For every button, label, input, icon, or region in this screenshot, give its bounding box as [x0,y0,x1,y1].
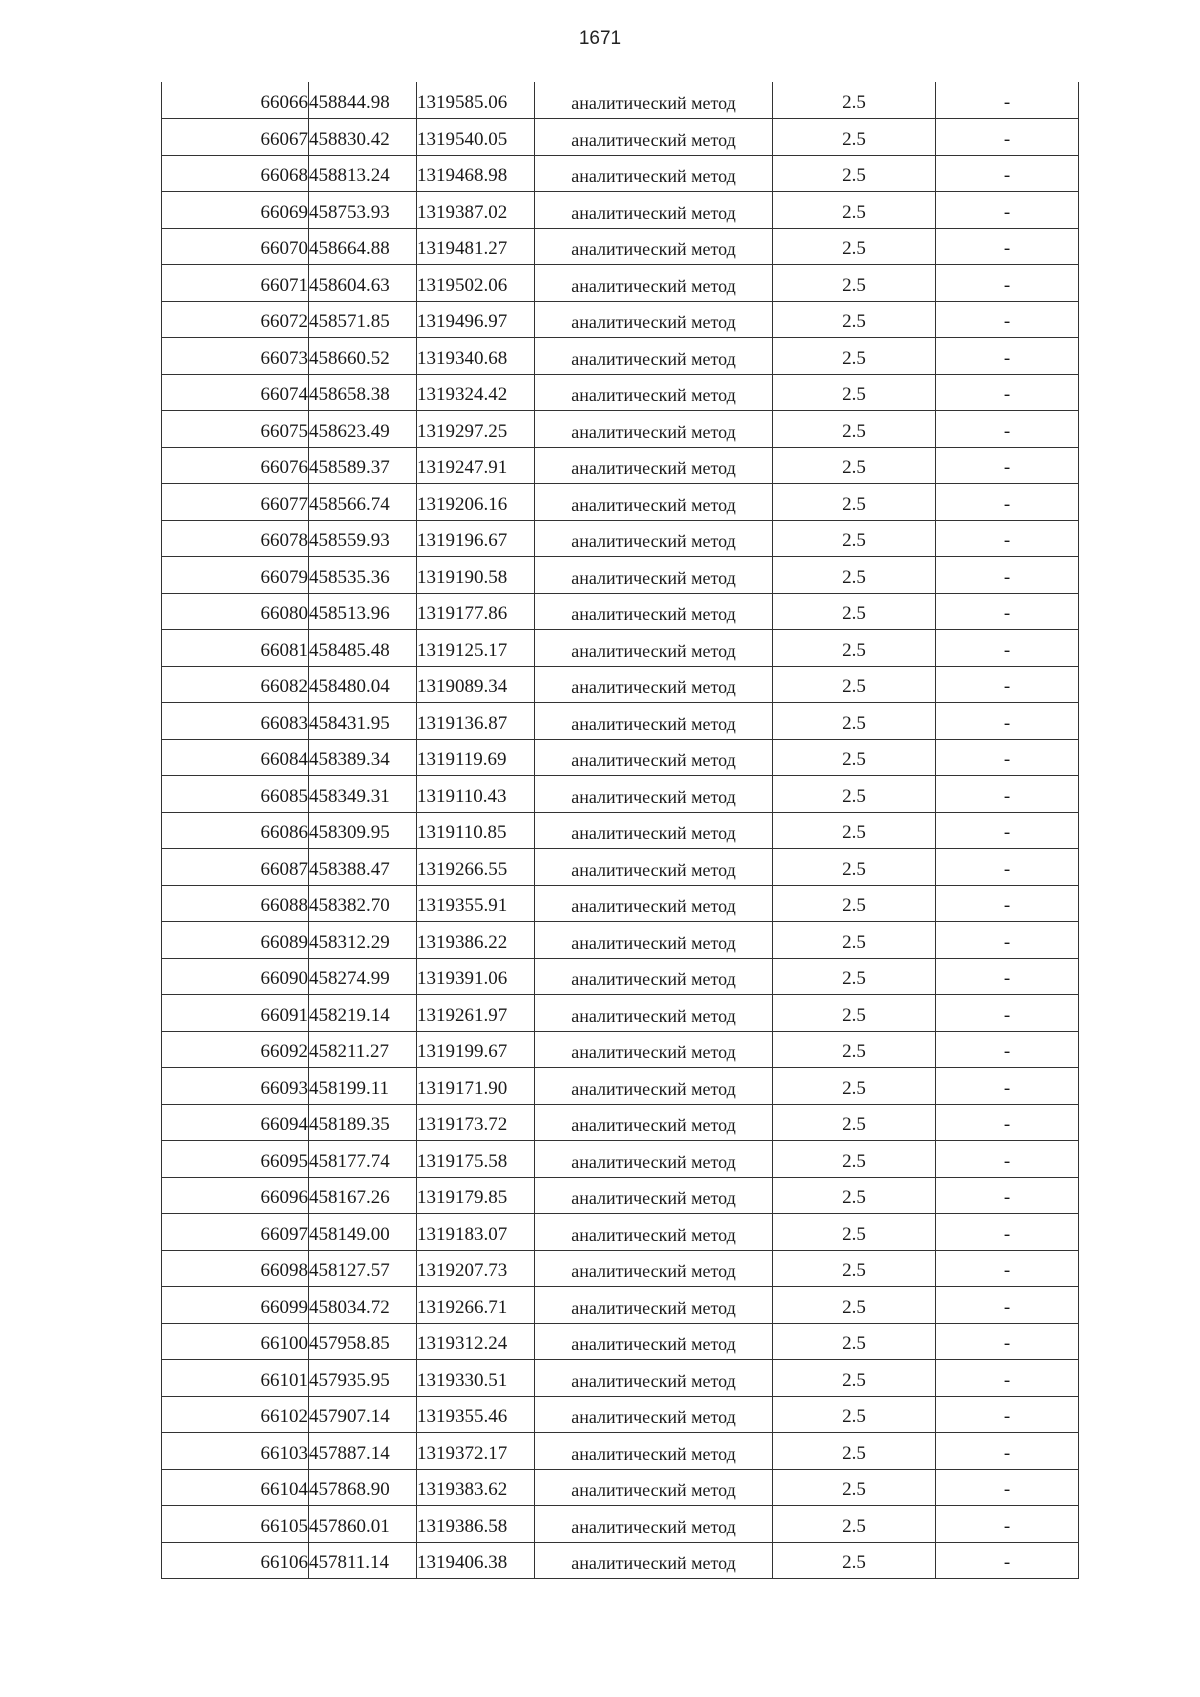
note-cell: - [936,922,1079,959]
table-row [162,1214,1079,1251]
x-coordinate-cell: 458480.04 [309,666,417,703]
x-coordinate-cell: 458830.42 [309,119,417,156]
method-cell: аналитический метод [535,1177,773,1214]
table-row [162,812,1079,849]
method-cell: аналитический метод [535,119,773,156]
accuracy-cell: 2.5 [773,1141,936,1178]
method-cell: аналитический метод [535,666,773,703]
method-cell: аналитический метод [535,1469,773,1506]
y-coordinate-cell: 1319324.42 [417,374,535,411]
point-number-cell: 66078 [162,520,309,557]
x-coordinate-cell: 458753.93 [309,192,417,229]
note-cell: - [936,1177,1079,1214]
y-coordinate-cell: 1319207.73 [417,1250,535,1287]
table-row [162,155,1079,192]
method-cell: аналитический метод [535,411,773,448]
method-cell: аналитический метод [535,812,773,849]
accuracy-cell: 2.5 [773,1433,936,1470]
accuracy-cell: 2.5 [773,520,936,557]
x-coordinate-cell: 458211.27 [309,1031,417,1068]
table-row [162,228,1079,265]
method-cell: аналитический метод [535,1396,773,1433]
accuracy-cell: 2.5 [773,1250,936,1287]
table-row [162,922,1079,959]
x-coordinate-cell: 458199.11 [309,1068,417,1105]
point-number-cell: 66096 [162,1177,309,1214]
accuracy-cell: 2.5 [773,666,936,703]
table-row [162,1031,1079,1068]
table-row [162,1141,1079,1178]
x-coordinate-cell: 458658.38 [309,374,417,411]
point-number-cell: 66077 [162,484,309,521]
y-coordinate-cell: 1319386.58 [417,1506,535,1543]
note-cell: - [936,301,1079,338]
note-cell: - [936,520,1079,557]
note-cell: - [936,1214,1079,1251]
y-coordinate-cell: 1319312.24 [417,1323,535,1360]
method-cell: аналитический метод [535,1433,773,1470]
y-coordinate-cell: 1319387.02 [417,192,535,229]
y-coordinate-cell: 1319110.43 [417,776,535,813]
y-coordinate-cell: 1319125.17 [417,630,535,667]
x-coordinate-cell: 458566.74 [309,484,417,521]
y-coordinate-cell: 1319119.69 [417,739,535,776]
accuracy-cell: 2.5 [773,1469,936,1506]
note-cell: - [936,1250,1079,1287]
y-coordinate-cell: 1319355.46 [417,1396,535,1433]
note-cell: - [936,192,1079,229]
x-coordinate-cell: 457860.01 [309,1506,417,1543]
x-coordinate-cell: 458388.47 [309,849,417,886]
point-number-cell: 66085 [162,776,309,813]
x-coordinate-cell: 458382.70 [309,885,417,922]
point-number-cell: 66079 [162,557,309,594]
accuracy-cell: 2.5 [773,849,936,886]
table-row [162,301,1079,338]
x-coordinate-cell: 458389.34 [309,739,417,776]
table-row [162,1396,1079,1433]
accuracy-cell: 2.5 [773,338,936,375]
x-coordinate-cell: 458431.95 [309,703,417,740]
note-cell: - [936,739,1079,776]
accuracy-cell: 2.5 [773,228,936,265]
method-cell: аналитический метод [535,82,773,119]
point-number-cell: 66069 [162,192,309,229]
note-cell: - [936,119,1079,156]
accuracy-cell: 2.5 [773,1068,936,1105]
x-coordinate-cell: 458559.93 [309,520,417,557]
table-row [162,82,1079,119]
y-coordinate-cell: 1319110.85 [417,812,535,849]
method-cell: аналитический метод [535,1506,773,1543]
point-number-cell: 66075 [162,411,309,448]
note-cell: - [936,1360,1079,1397]
point-number-cell: 66082 [162,666,309,703]
table-row [162,776,1079,813]
method-cell: аналитический метод [535,1068,773,1105]
point-number-cell: 66090 [162,958,309,995]
y-coordinate-cell: 1319190.58 [417,557,535,594]
page-number: 1671 [578,28,622,49]
accuracy-cell: 2.5 [773,593,936,630]
method-cell: аналитический метод [535,155,773,192]
note-cell: - [936,1323,1079,1360]
table-row [162,119,1079,156]
accuracy-cell: 2.5 [773,1506,936,1543]
note-cell: - [936,593,1079,630]
y-coordinate-cell: 1319175.58 [417,1141,535,1178]
x-coordinate-cell: 457907.14 [309,1396,417,1433]
note-cell: - [936,630,1079,667]
y-coordinate-cell: 1319199.67 [417,1031,535,1068]
point-number-cell: 66105 [162,1506,309,1543]
x-coordinate-cell: 458660.52 [309,338,417,375]
y-coordinate-cell: 1319297.25 [417,411,535,448]
point-number-cell: 66068 [162,155,309,192]
point-number-cell: 66106 [162,1542,309,1579]
y-coordinate-cell: 1319502.06 [417,265,535,302]
accuracy-cell: 2.5 [773,301,936,338]
point-number-cell: 66093 [162,1068,309,1105]
table-row [162,995,1079,1032]
note-cell: - [936,1469,1079,1506]
method-cell: аналитический метод [535,374,773,411]
table-row [162,1542,1079,1579]
table-row [162,849,1079,886]
x-coordinate-cell: 458189.35 [309,1104,417,1141]
point-number-cell: 66091 [162,995,309,1032]
note-cell: - [936,885,1079,922]
note-cell: - [936,1506,1079,1543]
accuracy-cell: 2.5 [773,265,936,302]
accuracy-cell: 2.5 [773,447,936,484]
point-number-cell: 66098 [162,1250,309,1287]
note-cell: - [936,374,1079,411]
method-cell: аналитический метод [535,1141,773,1178]
method-cell: аналитический метод [535,776,773,813]
table-row [162,1433,1079,1470]
note-cell: - [936,849,1079,886]
table-row [162,265,1079,302]
point-number-cell: 66088 [162,885,309,922]
point-number-cell: 66099 [162,1287,309,1324]
note-cell: - [936,958,1079,995]
method-cell: аналитический метод [535,1323,773,1360]
note-cell: - [936,1396,1079,1433]
table-row [162,520,1079,557]
note-cell: - [936,557,1079,594]
accuracy-cell: 2.5 [773,776,936,813]
point-number-cell: 66083 [162,703,309,740]
table-row [162,338,1079,375]
x-coordinate-cell: 457811.14 [309,1542,417,1579]
accuracy-cell: 2.5 [773,411,936,448]
note-cell: - [936,812,1079,849]
accuracy-cell: 2.5 [773,1031,936,1068]
method-cell: аналитический метод [535,995,773,1032]
x-coordinate-cell: 458813.24 [309,155,417,192]
table-row [162,447,1079,484]
y-coordinate-cell: 1319196.67 [417,520,535,557]
accuracy-cell: 2.5 [773,1287,936,1324]
point-number-cell: 66086 [162,812,309,849]
method-cell: аналитический метод [535,885,773,922]
table-row [162,1104,1079,1141]
table-row [162,666,1079,703]
x-coordinate-cell: 458623.49 [309,411,417,448]
accuracy-cell: 2.5 [773,1396,936,1433]
accuracy-cell: 2.5 [773,739,936,776]
note-cell: - [936,447,1079,484]
point-number-cell: 66102 [162,1396,309,1433]
method-cell: аналитический метод [535,849,773,886]
method-cell: аналитический метод [535,484,773,521]
table-row [162,1360,1079,1397]
y-coordinate-cell: 1319383.62 [417,1469,535,1506]
table-row [162,885,1079,922]
accuracy-cell: 2.5 [773,1177,936,1214]
table-row [162,1068,1079,1105]
method-cell: аналитический метод [535,1287,773,1324]
method-cell: аналитический метод [535,739,773,776]
y-coordinate-cell: 1319386.22 [417,922,535,959]
method-cell: аналитический метод [535,922,773,959]
y-coordinate-cell: 1319330.51 [417,1360,535,1397]
point-number-cell: 66100 [162,1323,309,1360]
table-row [162,1287,1079,1324]
note-cell: - [936,1031,1079,1068]
note-cell: - [936,666,1079,703]
note-cell: - [936,1104,1079,1141]
y-coordinate-cell: 1319206.16 [417,484,535,521]
x-coordinate-cell: 457868.90 [309,1469,417,1506]
point-number-cell: 66071 [162,265,309,302]
y-coordinate-cell: 1319183.07 [417,1214,535,1251]
point-number-cell: 66073 [162,338,309,375]
method-cell: аналитический метод [535,338,773,375]
x-coordinate-cell: 458589.37 [309,447,417,484]
y-coordinate-cell: 1319171.90 [417,1068,535,1105]
y-coordinate-cell: 1319266.71 [417,1287,535,1324]
note-cell: - [936,1068,1079,1105]
method-cell: аналитический метод [535,630,773,667]
note-cell: - [936,265,1079,302]
note-cell: - [936,1433,1079,1470]
table-row [162,703,1079,740]
accuracy-cell: 2.5 [773,630,936,667]
table-row [162,1177,1079,1214]
note-cell: - [936,228,1079,265]
x-coordinate-cell: 457887.14 [309,1433,417,1470]
y-coordinate-cell: 1319173.72 [417,1104,535,1141]
note-cell: - [936,1542,1079,1579]
accuracy-cell: 2.5 [773,1323,936,1360]
y-coordinate-cell: 1319406.38 [417,1542,535,1579]
accuracy-cell: 2.5 [773,82,936,119]
point-number-cell: 66076 [162,447,309,484]
table-row [162,739,1079,776]
x-coordinate-cell: 458309.95 [309,812,417,849]
x-coordinate-cell: 458167.26 [309,1177,417,1214]
table-row [162,1506,1079,1543]
method-cell: аналитический метод [535,520,773,557]
accuracy-cell: 2.5 [773,885,936,922]
y-coordinate-cell: 1319391.06 [417,958,535,995]
y-coordinate-cell: 1319540.05 [417,119,535,156]
table-row [162,374,1079,411]
x-coordinate-cell: 458535.36 [309,557,417,594]
table-row [162,1323,1079,1360]
method-cell: аналитический метод [535,1214,773,1251]
point-number-cell: 66070 [162,228,309,265]
y-coordinate-cell: 1319179.85 [417,1177,535,1214]
accuracy-cell: 2.5 [773,484,936,521]
y-coordinate-cell: 1319481.27 [417,228,535,265]
note-cell: - [936,155,1079,192]
y-coordinate-cell: 1319372.17 [417,1433,535,1470]
method-cell: аналитический метод [535,557,773,594]
accuracy-cell: 2.5 [773,192,936,229]
x-coordinate-cell: 458034.72 [309,1287,417,1324]
accuracy-cell: 2.5 [773,155,936,192]
x-coordinate-cell: 458844.98 [309,82,417,119]
x-coordinate-cell: 458485.48 [309,630,417,667]
table-row [162,192,1079,229]
method-cell: аналитический метод [535,1031,773,1068]
table-row [162,411,1079,448]
y-coordinate-cell: 1319355.91 [417,885,535,922]
x-coordinate-cell: 457958.85 [309,1323,417,1360]
accuracy-cell: 2.5 [773,995,936,1032]
note-cell: - [936,484,1079,521]
method-cell: аналитический метод [535,265,773,302]
accuracy-cell: 2.5 [773,1360,936,1397]
point-number-cell: 66074 [162,374,309,411]
note-cell: - [936,776,1079,813]
table-row [162,958,1079,995]
point-number-cell: 66092 [162,1031,309,1068]
y-coordinate-cell: 1319468.98 [417,155,535,192]
note-cell: - [936,1287,1079,1324]
table-row [162,630,1079,667]
x-coordinate-cell: 458571.85 [309,301,417,338]
y-coordinate-cell: 1319136.87 [417,703,535,740]
accuracy-cell: 2.5 [773,374,936,411]
point-number-cell: 66080 [162,593,309,630]
x-coordinate-cell: 458604.63 [309,265,417,302]
point-number-cell: 66072 [162,301,309,338]
y-coordinate-cell: 1319261.97 [417,995,535,1032]
point-number-cell: 66084 [162,739,309,776]
note-cell: - [936,995,1079,1032]
point-number-cell: 66066 [162,82,309,119]
table-row [162,484,1079,521]
note-cell: - [936,703,1079,740]
point-number-cell: 66081 [162,630,309,667]
method-cell: аналитический метод [535,1250,773,1287]
y-coordinate-cell: 1319496.97 [417,301,535,338]
point-number-cell: 66104 [162,1469,309,1506]
note-cell: - [936,82,1079,119]
method-cell: аналитический метод [535,703,773,740]
note-cell: - [936,338,1079,375]
x-coordinate-cell: 458127.57 [309,1250,417,1287]
point-number-cell: 66089 [162,922,309,959]
note-cell: - [936,411,1079,448]
x-coordinate-cell: 458149.00 [309,1214,417,1251]
note-cell: - [936,1141,1079,1178]
table-row [162,557,1079,594]
point-number-cell: 66103 [162,1433,309,1470]
method-cell: аналитический метод [535,1104,773,1141]
x-coordinate-cell: 457935.95 [309,1360,417,1397]
x-coordinate-cell: 458349.31 [309,776,417,813]
accuracy-cell: 2.5 [773,1542,936,1579]
accuracy-cell: 2.5 [773,557,936,594]
point-number-cell: 66101 [162,1360,309,1397]
x-coordinate-cell: 458274.99 [309,958,417,995]
x-coordinate-cell: 458219.14 [309,995,417,1032]
method-cell: аналитический метод [535,228,773,265]
y-coordinate-cell: 1319585.06 [417,82,535,119]
y-coordinate-cell: 1319247.91 [417,447,535,484]
point-number-cell: 66067 [162,119,309,156]
y-coordinate-cell: 1319177.86 [417,593,535,630]
accuracy-cell: 2.5 [773,812,936,849]
coordinates-table-body [162,82,1079,1579]
method-cell: аналитический метод [535,447,773,484]
y-coordinate-cell: 1319340.68 [417,338,535,375]
x-coordinate-cell: 458177.74 [309,1141,417,1178]
method-cell: аналитический метод [535,301,773,338]
table-row [162,1250,1079,1287]
method-cell: аналитический метод [535,1360,773,1397]
y-coordinate-cell: 1319266.55 [417,849,535,886]
point-number-cell: 66094 [162,1104,309,1141]
x-coordinate-cell: 458312.29 [309,922,417,959]
table-row [162,593,1079,630]
accuracy-cell: 2.5 [773,922,936,959]
method-cell: аналитический метод [535,1542,773,1579]
accuracy-cell: 2.5 [773,958,936,995]
y-coordinate-cell: 1319089.34 [417,666,535,703]
method-cell: аналитический метод [535,958,773,995]
method-cell: аналитический метод [535,593,773,630]
point-number-cell: 66095 [162,1141,309,1178]
accuracy-cell: 2.5 [773,1104,936,1141]
x-coordinate-cell: 458513.96 [309,593,417,630]
accuracy-cell: 2.5 [773,119,936,156]
point-number-cell: 66087 [162,849,309,886]
x-coordinate-cell: 458664.88 [309,228,417,265]
point-number-cell: 66097 [162,1214,309,1251]
accuracy-cell: 2.5 [773,1214,936,1251]
accuracy-cell: 2.5 [773,703,936,740]
method-cell: аналитический метод [535,192,773,229]
coordinates-table [161,82,1079,1579]
table-row [162,1469,1079,1506]
